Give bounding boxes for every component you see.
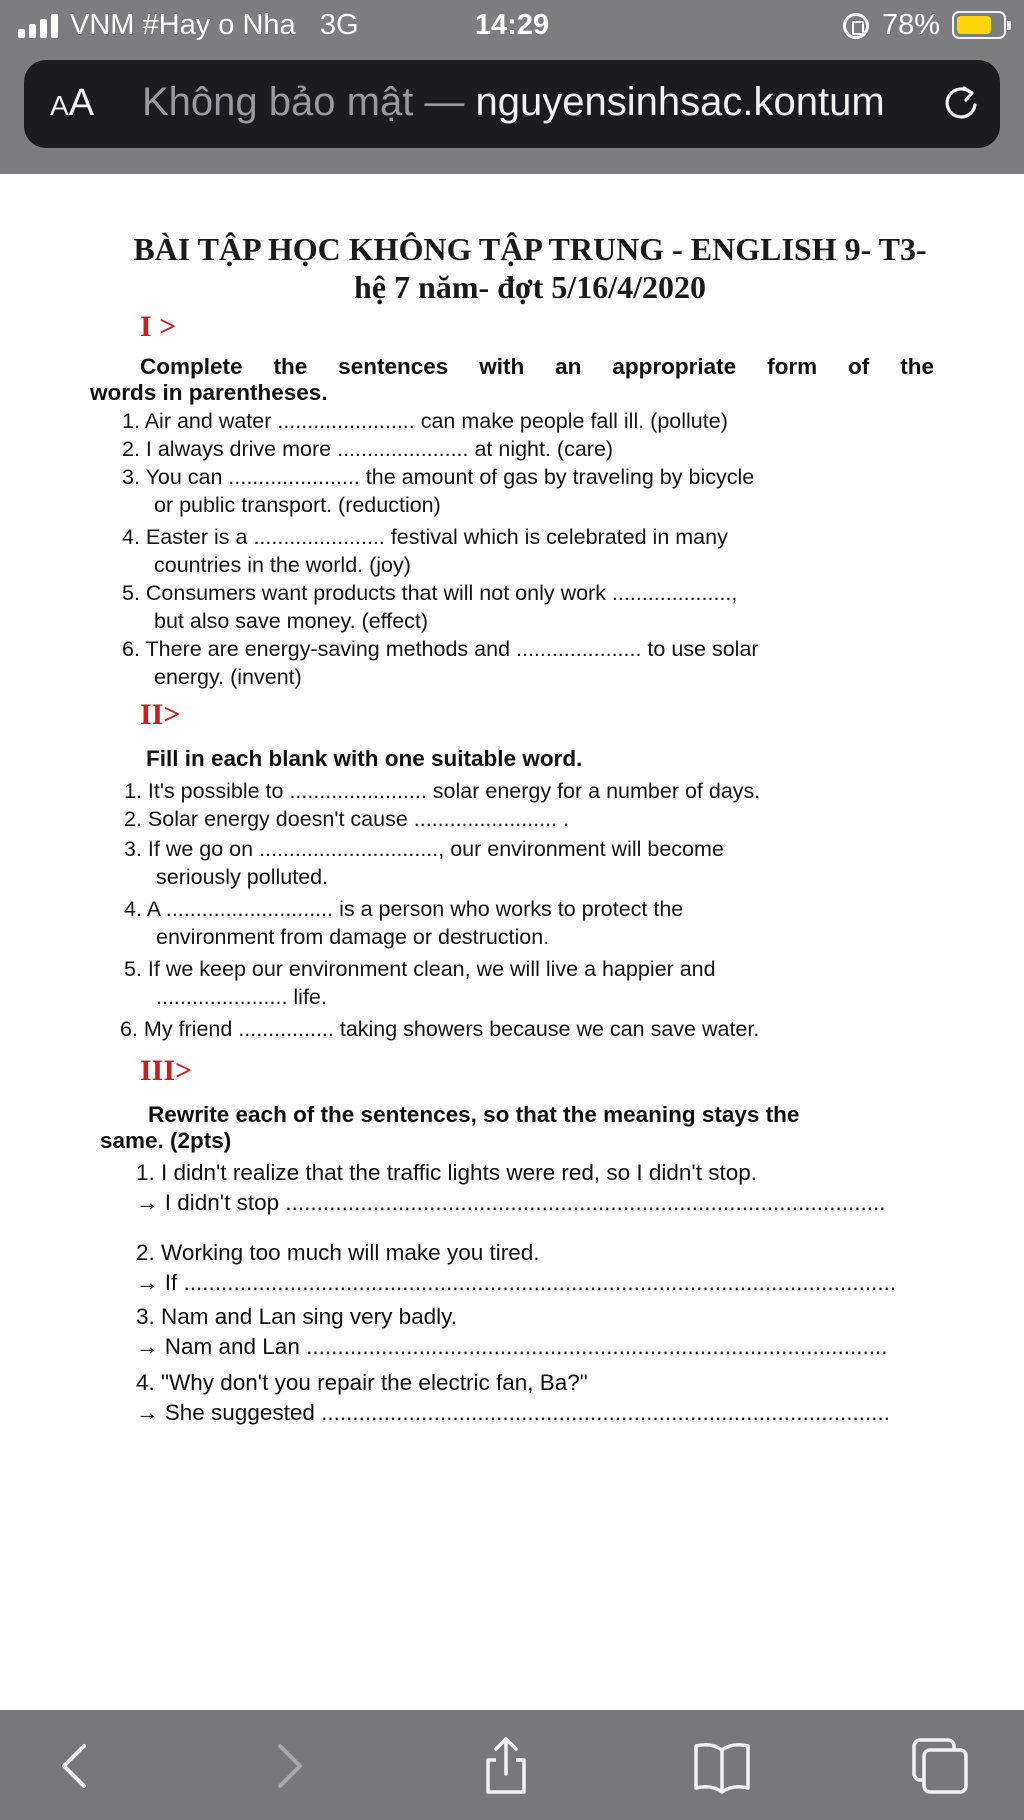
section-1-item-continuation: energy. (invent) xyxy=(154,665,302,689)
section-3-answer-line: → She suggested ........................................................................................... xyxy=(136,1400,890,1425)
battery-level xyxy=(957,16,991,34)
orientation-lock-icon xyxy=(843,13,869,39)
section-1-item: 5. Consumers want products that will not only work ...................., xyxy=(122,581,738,605)
section-1-item: 4. Easter is a ...................... festival which is celebrated in many xyxy=(122,525,728,549)
document-title-line-2: hệ 7 năm- đợt 5/16/4/2020 xyxy=(354,269,706,305)
security-label: Không bảo mật — xyxy=(142,80,465,124)
section-1-item: 6. There are energy-saving methods and ..................... to use solar xyxy=(122,637,759,661)
section-2-item: 2. Solar energy doesn't cause ........................ . xyxy=(124,807,570,831)
carrier-label: VNM #Hay o Nha 3G xyxy=(70,9,359,41)
section-1-heading: I > xyxy=(140,310,177,343)
section-1-item-continuation: or public transport. (reduction) xyxy=(154,493,441,517)
section-3-item: 4. "Why don't you repair the electric fan, Ba?" xyxy=(136,1370,588,1395)
url-field[interactable] xyxy=(142,80,928,125)
section-2-item: 5. If we keep our environment clean, we will live a happier and xyxy=(124,957,716,981)
section-3-heading: III> xyxy=(140,1054,193,1087)
tabs-icon[interactable] xyxy=(908,1734,972,1798)
section-2-item-continuation: seriously polluted. xyxy=(156,865,329,889)
section-2-item: 1. It's possible to ....................... solar energy for a number of days. xyxy=(124,779,761,803)
url-domain: nguyensinhsac.kontum xyxy=(475,80,885,124)
section-2-heading: II> xyxy=(140,698,181,731)
browser-toolbar xyxy=(0,1710,1024,1820)
browser-top-chrome xyxy=(0,0,1024,174)
status-time: 14:29 xyxy=(474,9,550,41)
section-2-item-continuation: environment from damage or destruction. xyxy=(156,925,550,949)
section-1-instruction: Complete the sentences with an appropriate form of the words in parentheses. xyxy=(90,354,934,405)
reload-icon[interactable] xyxy=(941,84,981,124)
book-icon[interactable] xyxy=(690,1734,754,1798)
section-1-item-continuation: but also save money. (effect) xyxy=(154,609,429,633)
network-type: 3G xyxy=(319,9,359,41)
section-2-item: 3. If we go on .............................., our environment will become xyxy=(124,837,724,861)
share-icon[interactable] xyxy=(474,1734,538,1798)
section-3-answer-line: → I didn't stop ................................................................................................ xyxy=(136,1190,886,1215)
document-page xyxy=(0,174,1024,1710)
chevron-left-icon[interactable] xyxy=(44,1734,108,1798)
section-1-item: 1. Air and water ....................... can make people fall ill. (pollute) xyxy=(122,409,728,433)
text-size-button[interactable]: AA xyxy=(50,82,95,124)
section-3-item: 1. I didn't realize that the traffic lights were red, so I didn't stop. xyxy=(136,1160,758,1185)
section-2-instruction: Fill in each blank with one suitable word. xyxy=(146,746,583,771)
section-1-item: 2. I always drive more ...................... at night. (care) xyxy=(122,437,614,461)
section-3-item: 2. Working too much will make you tired. xyxy=(136,1240,540,1265)
section-3-answer-line: → Nam and Lan ............................................................................................. xyxy=(136,1334,888,1359)
chevron-right-icon[interactable] xyxy=(256,1734,320,1798)
section-2-item: 4. A ............................ is a person who works to protect the xyxy=(124,897,684,921)
status-bar xyxy=(0,0,1024,56)
document-title-line-1: BÀI TẬP HỌC KHÔNG TẬP TRUNG - ENGLISH 9- T3- xyxy=(133,231,927,267)
section-3-item: 3. Nam and Lan sing very badly. xyxy=(136,1304,458,1329)
section-3-answer-line: → If .................................................................................................................. xyxy=(136,1270,897,1295)
section-2-item-continuation: ...................... life. xyxy=(156,985,327,1009)
section-1-item-continuation: countries in the world. (joy) xyxy=(154,553,411,577)
section-3-instruction: Rewrite each of the sentences, so that the meaning stays the same. (2pts) xyxy=(100,1102,800,1153)
battery-percent: 78% xyxy=(882,9,941,41)
address-bar[interactable] xyxy=(24,60,1000,148)
section-1-item: 3. You can ...................... the amount of gas by traveling by bicycle xyxy=(122,465,755,489)
battery-icon xyxy=(952,11,1006,39)
section-2-item: 6. My friend ................ taking showers because we can save water. xyxy=(120,1017,760,1041)
